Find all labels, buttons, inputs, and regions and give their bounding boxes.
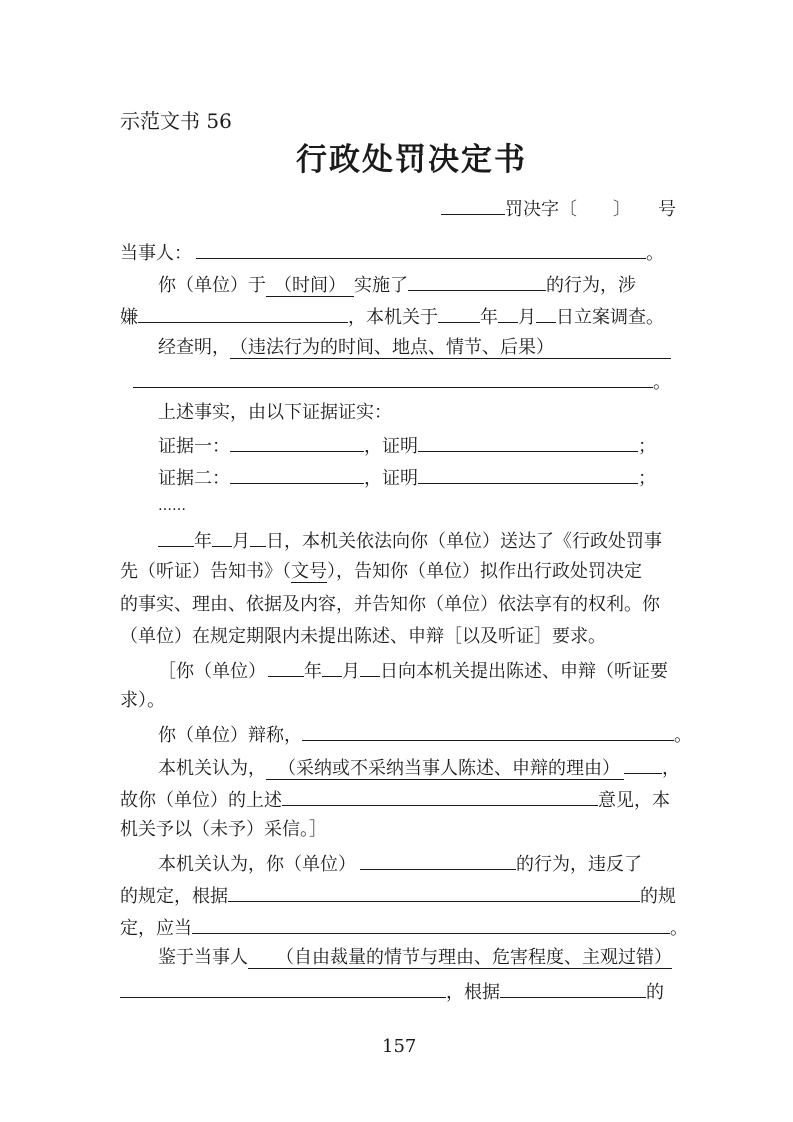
paragraph-2-line-2 — [133, 369, 671, 394]
p6-opinion-blank — [282, 787, 598, 806]
paragraph-1-line-2 — [120, 304, 664, 329]
evidence-1-proof-blank — [418, 433, 638, 452]
evidence-item-1 — [158, 433, 656, 458]
p1-year: 年 — [480, 307, 498, 328]
p7-text-b: 的行为，违反了 — [516, 854, 642, 875]
p4-text-b: 日向本机关提出陈述、申辩（听证要 — [380, 661, 668, 682]
p7-text-a: 本机关认为，你（单位） — [158, 854, 356, 875]
evidence-2-label: 证据二： — [158, 468, 230, 489]
party-line — [120, 240, 664, 265]
document-number-text: 罚决字〔 〕 号 — [505, 199, 676, 220]
p7-text-3a: 定，应当 — [120, 918, 192, 939]
p6-text-a: 本机关认为， — [158, 758, 266, 779]
p2-blank — [133, 369, 653, 388]
p1-text-d: 嫌 — [120, 307, 138, 328]
p3-year-blank — [158, 528, 194, 547]
p1-text-b: 实施了 — [354, 275, 408, 296]
paragraph-8-line-1 — [158, 947, 672, 969]
p3-month-blank — [212, 528, 232, 547]
paragraph-6-line-2 — [120, 787, 670, 812]
p2-text-a: 经查明， — [158, 337, 230, 358]
p4-day-blank — [360, 658, 380, 677]
p4-month-blank — [322, 658, 342, 677]
document-label: 示范文书 56 — [120, 109, 232, 133]
p3-year: 年 — [194, 531, 212, 552]
paragraph-3-line-2 — [120, 561, 642, 583]
party-blank — [196, 240, 646, 259]
paragraph-3-line-3: 的事实、理由、依据及内容，并告知你（单位）依法享有的权利。你 — [120, 594, 660, 615]
evidence-2-end: ； — [638, 468, 656, 489]
p3-wenhao: 文号 — [291, 561, 327, 582]
page-title: 行政处罚决定书 — [296, 142, 527, 178]
p3-month: 月 — [232, 531, 250, 552]
evidence-intro: 上述事实，由以下证据证实： — [158, 402, 392, 423]
paragraph-4-line-2: 求）。 — [120, 690, 165, 711]
p1-text-e: ，本机关于 — [348, 307, 438, 328]
evidence-2-blank — [230, 465, 364, 484]
p2-hint: （违法行为的时间、地点、情节、后果） — [230, 338, 671, 359]
evidence-1-prove: ，证明 — [364, 436, 418, 457]
paragraph-6-line-1 — [158, 755, 680, 780]
page-number: 157 — [382, 1036, 417, 1057]
p4-year: 年 — [304, 661, 322, 682]
p4-year-blank — [268, 658, 304, 677]
p7-text-2a: 的规定，根据 — [120, 886, 228, 907]
p1-day-blank — [536, 304, 556, 323]
p6-hint: （采纳或不采纳当事人陈述、申辩的理由） — [266, 759, 624, 780]
party-label: 当事人： — [120, 243, 192, 264]
document-number-blank — [441, 196, 505, 215]
p3-text-2a: 先（听证）告知书》（ — [120, 561, 291, 582]
p7-end: 。 — [670, 918, 688, 939]
p5-end: 。 — [674, 725, 692, 746]
p6-text-2b: 意见，本 — [598, 790, 670, 811]
p3-text-2b: ），告知你（单位）拟作出行政处罚决定 — [327, 561, 642, 582]
p3-text-1: 日，本机关依法向你（单位）送达了《行政处罚事 — [266, 531, 662, 552]
evidence-2-proof-blank — [418, 465, 638, 484]
p1-text-c: 的行为，涉 — [546, 275, 636, 296]
paragraph-5 — [158, 722, 692, 747]
paragraph-4-line-1 — [158, 658, 668, 683]
p2-end: 。 — [653, 372, 671, 393]
p8-blank-2 — [500, 979, 646, 998]
p4-month: 月 — [342, 661, 360, 682]
p1-suspect-blank — [138, 304, 348, 323]
p8-text-2b: 的 — [646, 982, 664, 1003]
p1-month-blank — [498, 304, 518, 323]
evidence-1-blank — [230, 433, 364, 452]
paragraph-8-line-2 — [120, 979, 664, 1004]
evidence-item-2 — [158, 465, 656, 490]
evidence-1-label: 证据一： — [158, 436, 230, 457]
paragraph-7-line-2 — [120, 883, 676, 908]
p1-text-a: 你（单位）于 — [158, 275, 266, 296]
p8-hint: （自由裁量的情节与理由、危害程度、主观过错） — [248, 948, 672, 969]
party-end: 。 — [646, 243, 664, 264]
p3-day-blank — [250, 528, 266, 547]
p7-act-blank — [360, 851, 516, 870]
document-number — [441, 196, 676, 221]
p8-blank-1 — [120, 979, 446, 998]
p7-basis-blank — [228, 883, 640, 902]
paragraph-2-line-1 — [158, 337, 671, 359]
p1-month: 月 — [518, 307, 536, 328]
paragraph-6-line-3: 机关予以（未予）采信。］ — [120, 819, 327, 840]
p7-penalty-blank — [192, 915, 670, 934]
p8-text-2a: ，根据 — [446, 982, 500, 1003]
p8-text-a: 鉴于当事人 — [158, 947, 248, 968]
time-hint: （时间） — [266, 276, 354, 297]
paragraph-3-line-4: （单位）在规定期限内未提出陈述、申辩［以及听证］要求。 — [120, 626, 606, 647]
p1-day-text: 日立案调查。 — [556, 307, 664, 328]
evidence-1-end: ； — [638, 436, 656, 457]
paragraph-1-line-1 — [158, 272, 636, 297]
p4-text-a: ［你（单位） — [158, 661, 266, 682]
paragraph-7-line-1 — [158, 851, 642, 876]
p6-comma: ， — [662, 758, 680, 779]
evidence-2-prove: ，证明 — [364, 468, 418, 489]
paragraph-7-line-3 — [120, 915, 688, 940]
p7-text-2b: 的规 — [640, 886, 676, 907]
p1-year-blank — [438, 304, 480, 323]
p6-blank-tail — [624, 755, 662, 774]
evidence-ellipsis: …… — [158, 498, 186, 514]
paragraph-3-line-1 — [158, 528, 662, 553]
p5-blank — [302, 722, 674, 741]
p6-text-2a: 故你（单位）的上述 — [120, 790, 282, 811]
p1-act-blank — [408, 272, 546, 291]
p5-text-a: 你（单位）辩称， — [158, 725, 302, 746]
